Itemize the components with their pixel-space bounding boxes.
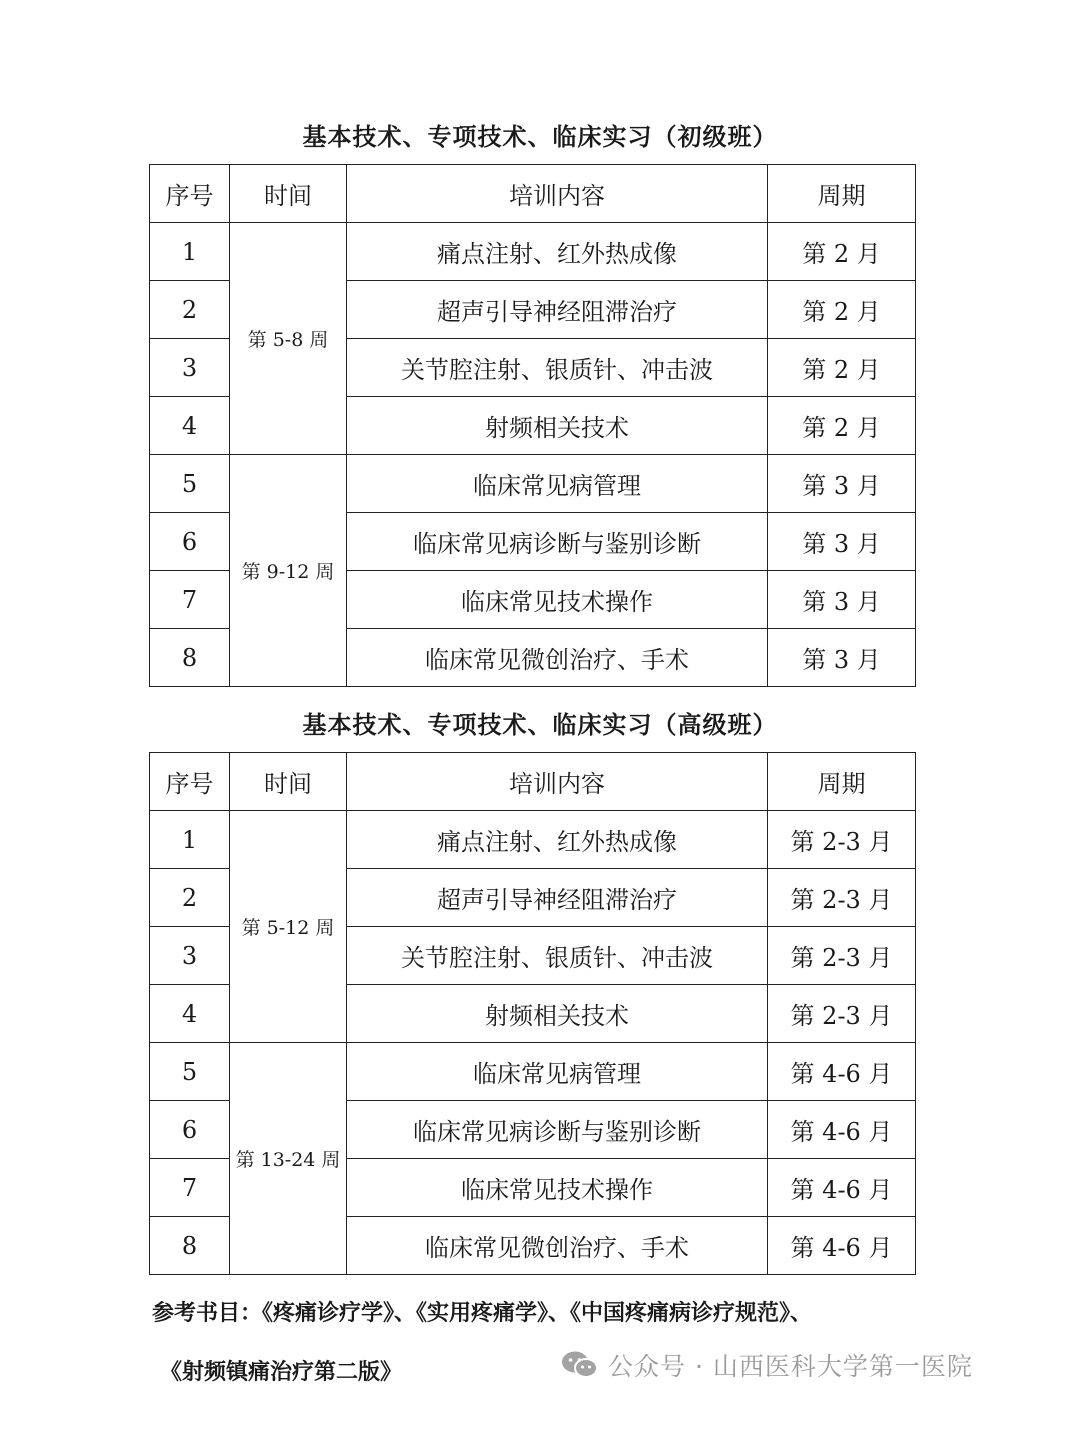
period-cell: 第 2 月 xyxy=(768,397,916,455)
row-number-cell: 4 xyxy=(150,985,230,1043)
period-cell: 第 3 月 xyxy=(768,571,916,629)
row-number-cell: 3 xyxy=(150,927,230,985)
header-row xyxy=(150,753,916,811)
training-table-beginner xyxy=(149,164,916,687)
content-cell: 射频相关技术 xyxy=(347,985,768,1043)
header-content: 培训内容 xyxy=(347,753,768,811)
references-line-2: 《射频镇痛治疗第二版》 xyxy=(160,1360,403,1385)
content-cell: 射频相关技术 xyxy=(347,397,768,455)
row-number-cell: 3 xyxy=(150,339,230,397)
header-no: 序号 xyxy=(150,165,230,223)
row-number-cell: 6 xyxy=(150,1101,230,1159)
table-title-advanced: 基本技术、专项技术、临床实习（高级班） xyxy=(302,711,778,739)
content-cell: 临床常见微创治疗、手术 xyxy=(347,629,768,687)
time-group-cell: 第 5-8 周 xyxy=(230,223,347,455)
content-cell: 临床常见技术操作 xyxy=(347,571,768,629)
header-row xyxy=(150,165,916,223)
header-period: 周期 xyxy=(768,753,916,811)
content-cell: 超声引导神经阻滞治疗 xyxy=(347,869,768,927)
period-cell: 第 2-3 月 xyxy=(768,811,916,869)
row-number-cell: 1 xyxy=(150,223,230,281)
row-number-cell: 7 xyxy=(150,571,230,629)
header-no: 序号 xyxy=(150,753,230,811)
time-group-cell: 第 13-24 周 xyxy=(230,1043,347,1275)
row-number-cell: 5 xyxy=(150,1043,230,1101)
watermark-text: 公众号 · 山西医科大学第一医院 xyxy=(608,1352,973,1381)
row-number-cell: 8 xyxy=(150,1217,230,1275)
period-cell: 第 2-3 月 xyxy=(768,985,916,1043)
row-number-cell: 7 xyxy=(150,1159,230,1217)
wechat-watermark xyxy=(560,1345,973,1385)
period-cell: 第 4-6 月 xyxy=(768,1159,916,1217)
header-time: 时间 xyxy=(230,753,347,811)
period-cell: 第 3 月 xyxy=(768,455,916,513)
time-group-cell: 第 9-12 周 xyxy=(230,455,347,687)
wechat-icon xyxy=(560,1349,600,1381)
content-cell: 临床常见病管理 xyxy=(347,455,768,513)
row-number-cell: 2 xyxy=(150,869,230,927)
references-line-1: 参考书目：《疼痛诊疗学》、《实用疼痛学》、《中国疼痛病诊疗规范》、 xyxy=(152,1301,813,1326)
row-number-cell: 5 xyxy=(150,455,230,513)
row-number-cell: 2 xyxy=(150,281,230,339)
content-cell: 超声引导神经阻滞治疗 xyxy=(347,281,768,339)
content-cell: 临床常见技术操作 xyxy=(347,1159,768,1217)
period-cell: 第 2 月 xyxy=(768,339,916,397)
period-cell: 第 2 月 xyxy=(768,223,916,281)
period-cell: 第 4-6 月 xyxy=(768,1101,916,1159)
period-cell: 第 2 月 xyxy=(768,281,916,339)
period-cell: 第 3 月 xyxy=(768,629,916,687)
content-cell: 临床常见微创治疗、手术 xyxy=(347,1217,768,1275)
row-number-cell: 4 xyxy=(150,397,230,455)
table-title-beginner: 基本技术、专项技术、临床实习（初级班） xyxy=(302,123,778,151)
table-row xyxy=(150,223,916,281)
content-cell: 关节腔注射、银质针、冲击波 xyxy=(347,339,768,397)
training-table-advanced xyxy=(149,752,916,1275)
row-number-cell: 6 xyxy=(150,513,230,571)
content-cell: 临床常见病诊断与鉴别诊断 xyxy=(347,1101,768,1159)
content-cell: 临床常见病诊断与鉴别诊断 xyxy=(347,513,768,571)
time-group-cell: 第 5-12 周 xyxy=(230,811,347,1043)
table-row xyxy=(150,811,916,869)
table-row xyxy=(150,1043,916,1101)
content-cell: 临床常见病管理 xyxy=(347,1043,768,1101)
table-row xyxy=(150,455,916,513)
content-cell: 关节腔注射、银质针、冲击波 xyxy=(347,927,768,985)
period-cell: 第 4-6 月 xyxy=(768,1217,916,1275)
header-period: 周期 xyxy=(768,165,916,223)
period-cell: 第 2-3 月 xyxy=(768,869,916,927)
header-content: 培训内容 xyxy=(347,165,768,223)
header-time: 时间 xyxy=(230,165,347,223)
period-cell: 第 4-6 月 xyxy=(768,1043,916,1101)
row-number-cell: 1 xyxy=(150,811,230,869)
period-cell: 第 3 月 xyxy=(768,513,916,571)
content-cell: 痛点注射、红外热成像 xyxy=(347,811,768,869)
period-cell: 第 2-3 月 xyxy=(768,927,916,985)
row-number-cell: 8 xyxy=(150,629,230,687)
content-cell: 痛点注射、红外热成像 xyxy=(347,223,768,281)
